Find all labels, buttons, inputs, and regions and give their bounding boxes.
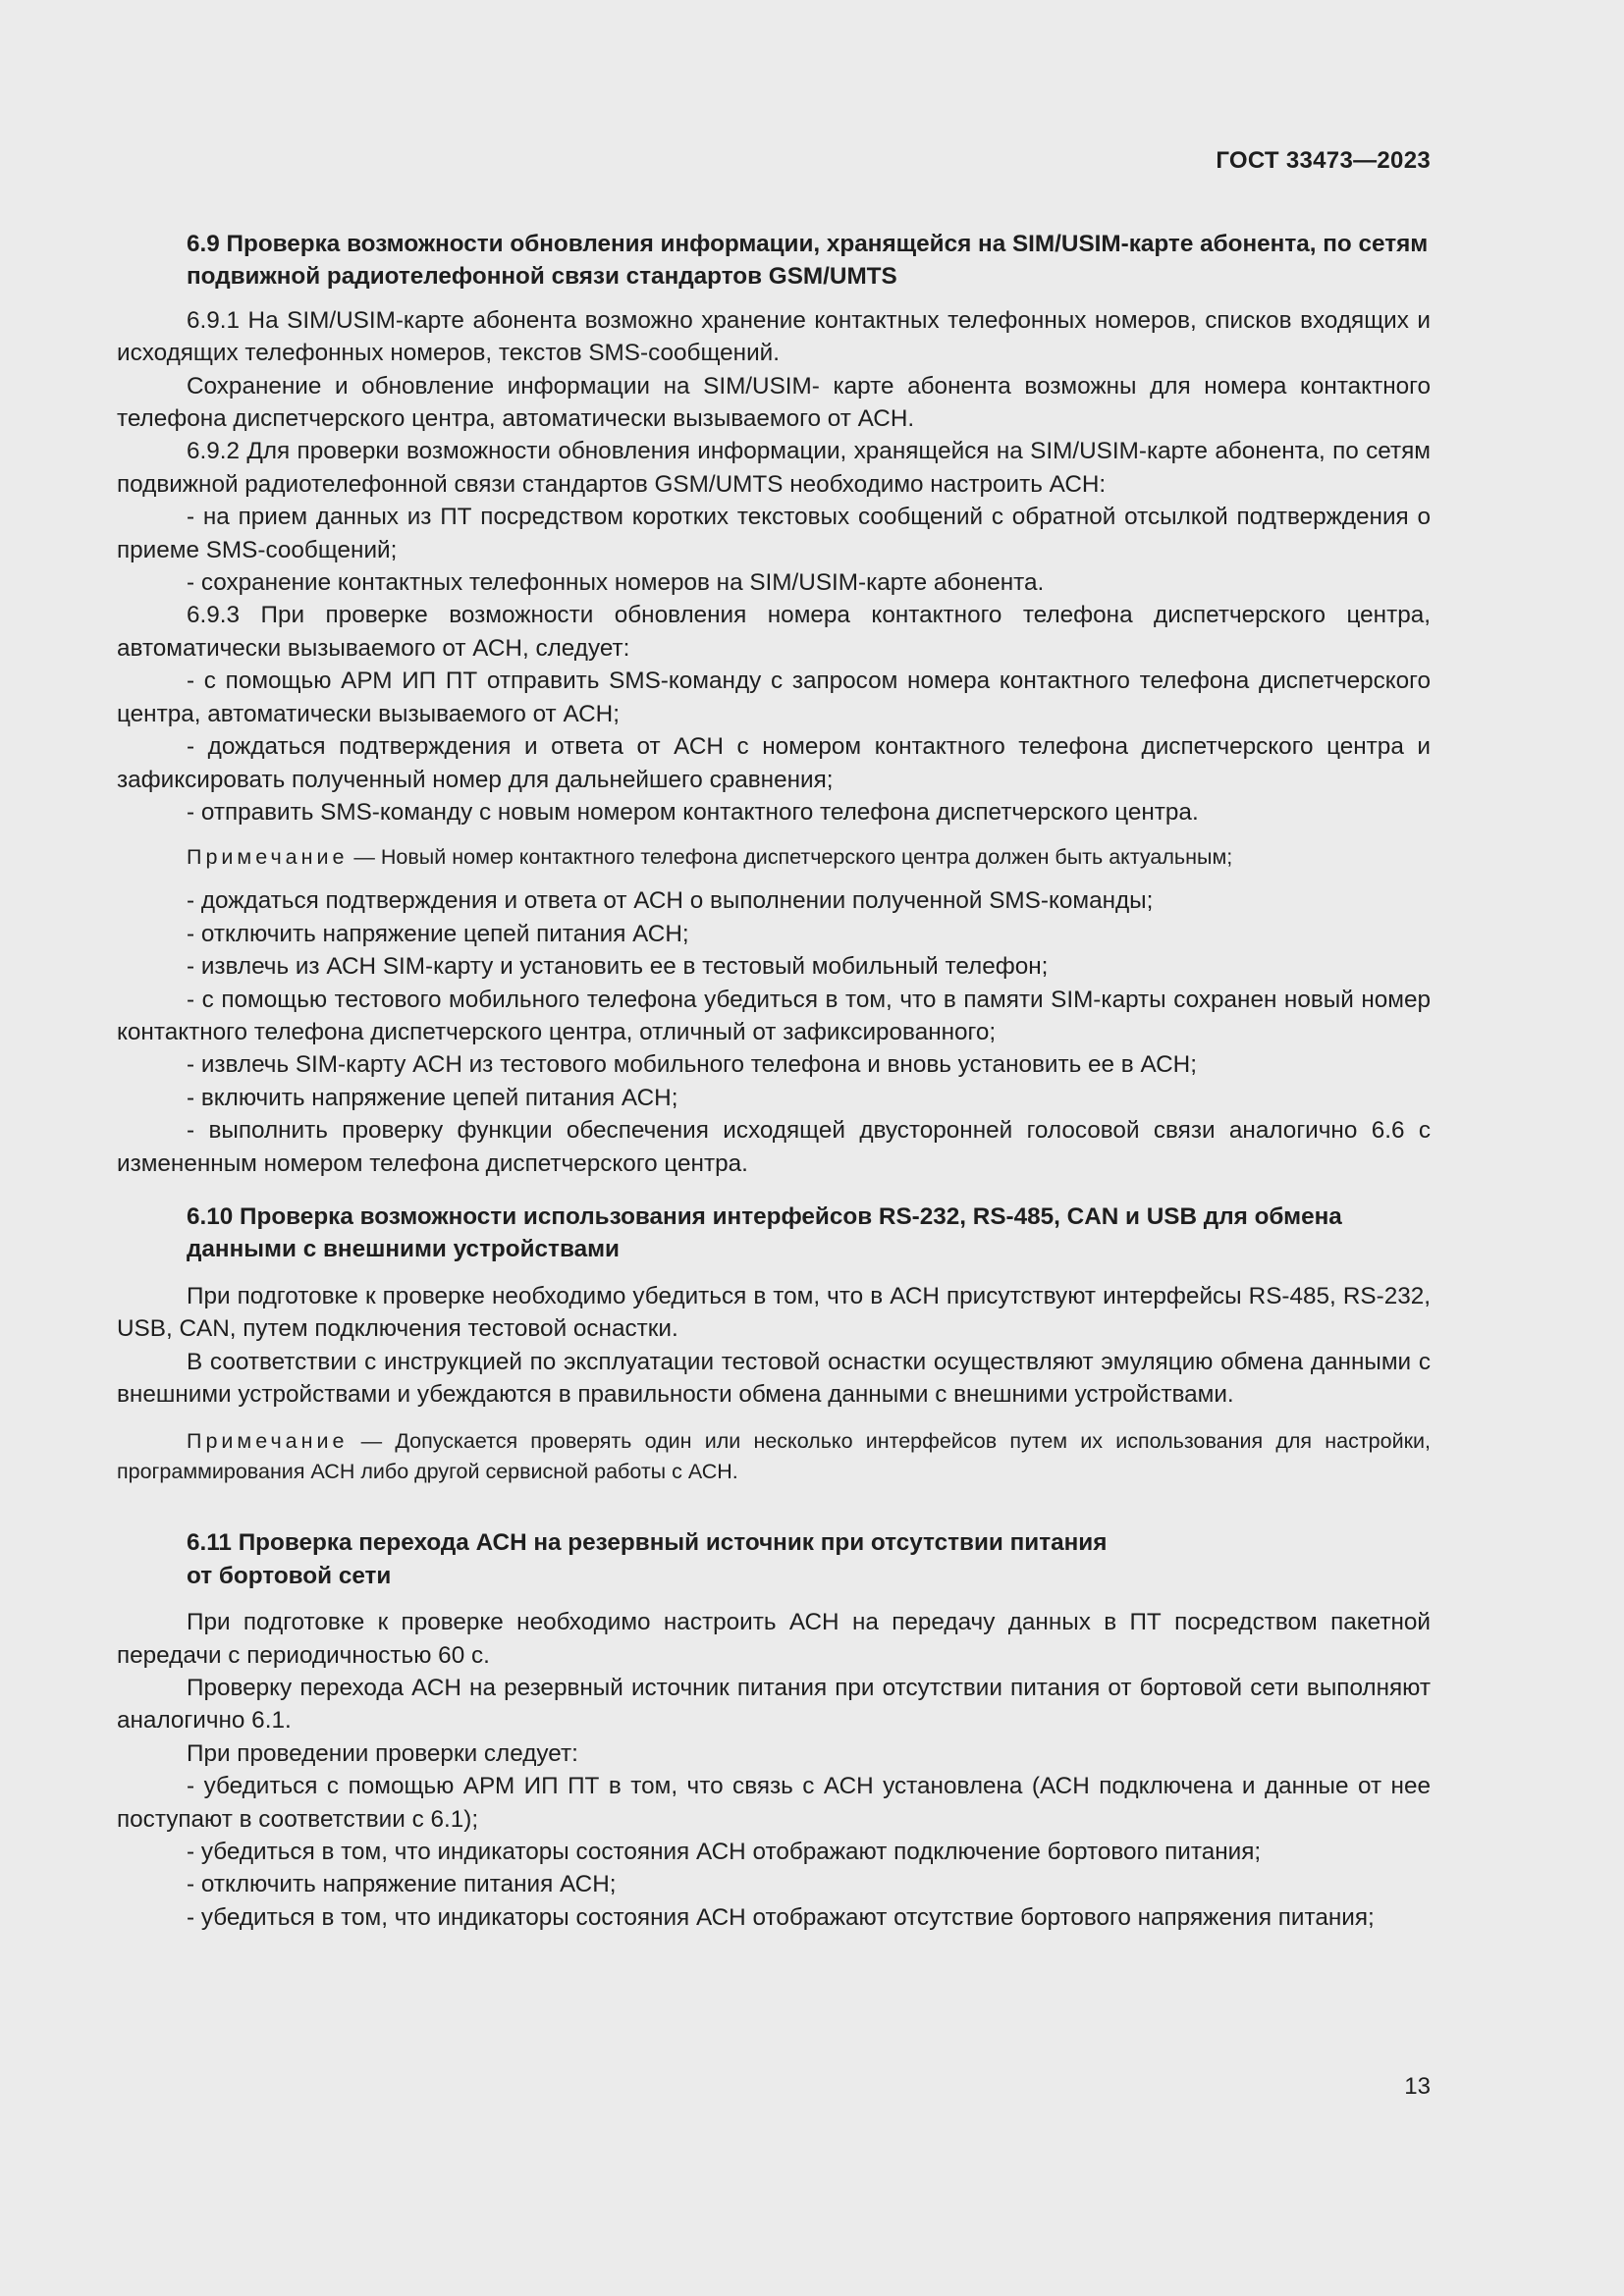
paragraph: 6.9.2 Для проверки возможности обновления информации, хранящейся на SIM/USIM-карте абонента, по сетям подвижной радиотелефонной связи стандартов GSM/UMTS необходимо настроить АСН: [117,438,1431,498]
list-item: - с помощью АРМ ИП ПТ отправить SMS-команду с запросом номера контактного телефона диспетчерского центра, автоматически вызываемого от АСН; [117,667,1431,727]
list-item: - убедиться с помощью АРМ ИП ПТ в том, что связь с АСН установлена (АСН подключена и данные от нее поступают в соответствии с 6.1); [117,1773,1431,1833]
heading-line: от бортовой сети [187,1562,392,1589]
note-label: Примечание [187,845,349,870]
section-heading-6-11 [117,1526,1431,1592]
note-text: — Допускается проверять один или несколько интерфейсов путем их использования для настройки, программирования АСН либо другой сервисной работы с АСН. [117,1429,1431,1484]
paragraph: В соответствии с инструкцией по эксплуатации тестовой оснастки осуществляют эмуляцию обмена данными с внешними устройствами и убеждаются в правильности обмена данными с внешними устройствами. [117,1348,1431,1408]
paragraph: 6.9.1 На SIM/USIM-карте абонента возможно хранение контактных телефонных номеров, списков входящих и исходящих телефонных номеров, текстов SMS-сообщений. [117,306,1431,367]
note [117,842,1431,873]
paragraph: При проведении проверки следует: [187,1739,578,1767]
list-item: - извлечь SIM-карту АСН из тестового мобильного телефона и вновь установить ее в АСН; [187,1051,1197,1079]
paragraph: Сохранение и обновление информации на SIM/USIM- карте абонента возможны для номера контактного телефона диспетчерского центра, автоматически вызываемого от АСН. [117,372,1431,433]
note [117,1426,1431,1487]
section-heading-6-10: 6.10 Проверка возможности использования интерфейсов RS-232, RS-485, CAN и USB для обмена данными с внешними устройствами [187,1202,1342,1263]
list-item: - отправить SMS-команду с новым номером контактного телефона диспетчерского центра. [187,798,1199,826]
list-item: - включить напряжение цепей питания АСН; [187,1084,678,1111]
note-label: Примечание [187,1429,349,1454]
list-item: - дождаться подтверждения и ответа от АСН о выполнении полученной SMS-команды; [187,887,1154,915]
paragraph: 6.9.3 При проверке возможности обновления номера контактного телефона диспетчерского центра, автоматически вызываемого от АСН, следует: [117,602,1431,662]
list-item: - сохранение контактных телефонных номеров на SIM/USIM-карте абонента. [187,569,1045,597]
section-heading-6-9: 6.9 Проверка возможности обновления информации, хранящейся на SIM/USIM-карте абонента, по сетям подвижной радиотелефонной связи стандартов GSM/UMTS [187,231,1429,291]
list-item: - выполнить проверку функции обеспечения исходящей двусторонней голосовой связи аналогично 6.6 с измененным номером телефона диспетчерского центра. [117,1117,1431,1177]
list-item: - убедиться в том, что индикаторы состояния АСН отображают отсутствие бортового напряжения питания; [187,1903,1375,1931]
list-item: - отключить напряжение цепей питания АСН; [187,920,689,947]
document-body [117,228,1431,1934]
paragraph: При подготовке к проверке необходимо убедиться в том, что в АСН присутствуют интерфейсы RS-485, RS-232, USB, CAN, путем подключения тестовой оснастки. [117,1282,1431,1343]
list-item: - на прием данных из ПТ посредством коротких текстовых сообщений с обратной отсылкой подтверждения о приеме SMS-сообщений; [117,504,1431,563]
list-item: - убедиться в том, что индикаторы состояния АСН отображают подключение бортового питания; [187,1839,1262,1866]
list-item: - отключить напряжение питания АСН; [187,1871,617,1898]
list-item: - дождаться подтверждения и ответа от АСН с номером контактного телефона диспетчерского центра и зафиксировать полученный номер для дальнейшего сравнения; [117,733,1431,793]
paragraph: При подготовке к проверке необходимо настроить АСН на передачу данных в ПТ посредством пакетной передачи с периодичностью 60 с. [117,1609,1431,1669]
paragraph: Проверку перехода АСН на резервный источник питания при отсутствии питания от бортовой сети выполняют аналогично 6.1. [117,1675,1431,1735]
page-number: 13 [1404,2073,1431,2100]
document-code: ГОСТ 33473—2023 [1216,147,1431,174]
list-item: - извлечь из АСН SIM-карту и установить ее в тестовый мобильный телефон; [187,953,1049,981]
note-text: — Новый номер контактного телефона диспетчерского центра должен быть актуальным; [348,845,1233,870]
list-item: - с помощью тестового мобильного телефона убедиться в том, что в памяти SIM-карты сохранен новый номер контактного телефона диспетчерского центра, отличный от зафиксированного; [117,986,1431,1045]
heading-line: 6.11 Проверка перехода АСН на резервный источник при отсутствии питания [187,1529,1108,1557]
